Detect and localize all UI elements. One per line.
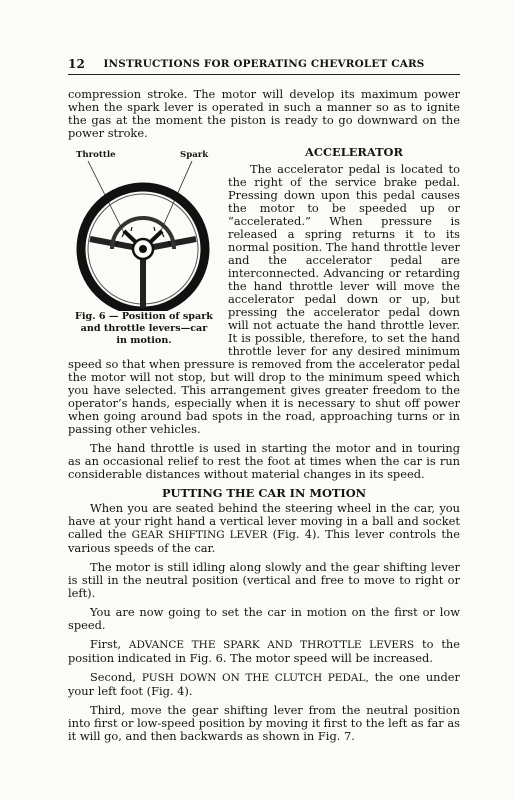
paragraph-first: [68, 638, 460, 665]
paragraph-first-text: First,: [90, 637, 122, 651]
accelerator-heading: ACCELERATOR: [305, 145, 403, 159]
paragraph-seated-text: When you are seated behind the steering wheel in the car, you have at your right hand a vertical lever moving in a ball and socket called the: [68, 501, 460, 541]
figure-label-throttle: Throttle: [76, 150, 116, 160]
motion-heading: PUTTING THE CAR IN MOTION: [161, 486, 367, 500]
paragraph-seated-end: (Fig. 4). This lever controls the various speeds of the car.: [68, 527, 461, 555]
body-text: [68, 88, 460, 749]
paragraph-second-end: the one under your left foot (Fig. 4).: [68, 670, 460, 698]
page-number: 12: [68, 57, 86, 71]
paragraph-now: You are now going to set the car in motion on the first or low speed.: [68, 605, 460, 632]
steering-wheel-illustration: [68, 161, 218, 311]
paragraph-accelerator: The accelerator pedal is located to the right of the service brake pedal. Pressing down upon this pedal causes the motor to be speeded up or “accelerated.” When pressure is released a spring returns it to its normal position. The hand throttle lever and the accelerator pedal are interconnected. Advancing or retarding the hand throttle lever will move the accelerator pedal down or up, but pressing the accelerator pedal down will not actuate the hand throttle lever. It is possible, therefore, to set the hand throttle lever for any desired minimum speed so that when pressure is removed from the accelerator pedal the motor will not stop, but will drop to the minimum speed which you have selected. This arrangement gives greater freedom to the operator’s hands, especially when it is necessary to shut off power when going around bad spots in the road, approaching turns or in passing other vehicles.: [68, 162, 460, 436]
header-rule: [68, 74, 460, 75]
paragraph-first-end: to the position indicated in Fig. 6. The motor speed will be increased.: [68, 637, 460, 665]
paragraph-hand-throttle: The hand throttle is used in starting the motor and in touring as an occasional relief to rest the foot at times when the car is run considerable distances without material changes in its speed.: [68, 441, 460, 481]
paragraph-third: Third, move the gear shifting lever from the neutral position into first or low-speed position by moving it first to the left as far as it will go, and then backwards as shown in Fig. 7.: [68, 703, 460, 743]
gear-lever-term: GEAR SHIFTING LEVER: [131, 529, 268, 541]
running-title: INSTRUCTIONS FOR OPERATING CHEVROLET CARS: [103, 58, 425, 70]
paragraph-seated: [68, 502, 460, 555]
figure-6: [68, 149, 218, 349]
paragraph-second-text: Second,: [90, 670, 137, 684]
running-header: [68, 57, 460, 73]
figure-caption: Fig. 6 — Position of spark and throttle levers—car in motion.: [75, 311, 213, 346]
clutch-pedal-term: PUSH DOWN ON THE CLUTCH PEDAL,: [141, 672, 369, 684]
paragraph-idling: The motor is still idling along slowly and the gear shifting lever is still in the neutral position (vertical and free to move to right or left).: [68, 560, 460, 600]
advance-levers-term: ADVANCE THE SPARK AND THROTTLE LEVERS: [128, 639, 415, 651]
figure-label-spark: Spark: [180, 150, 209, 160]
paragraph-intro: compression stroke. The motor will develop its maximum power when the spark lever is operated in such a manner so as to ignite the gas at the moment the piston is ready to go downward on the power stroke.: [68, 87, 460, 140]
paragraph-second: [68, 671, 460, 698]
